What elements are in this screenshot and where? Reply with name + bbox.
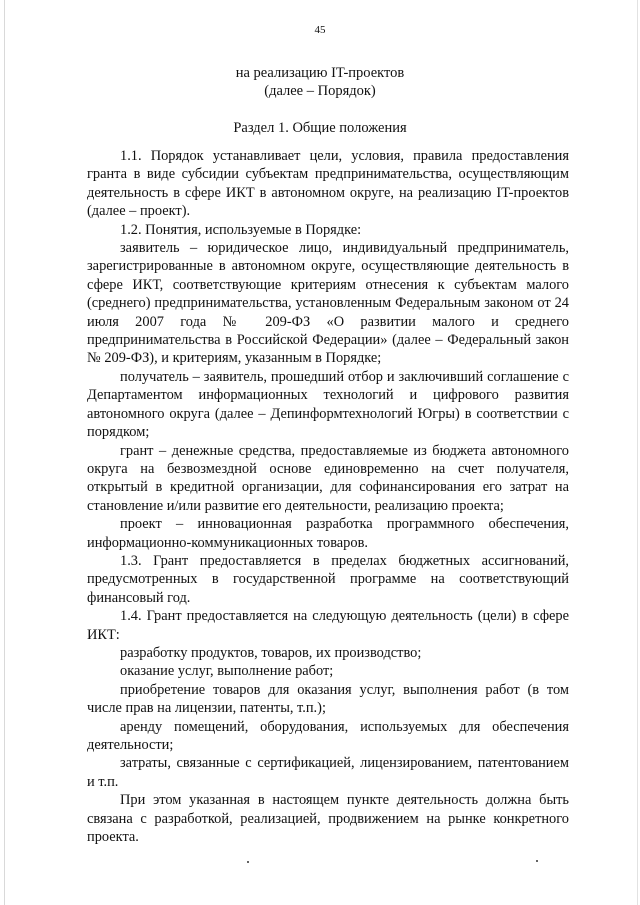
document-body xyxy=(87,147,569,846)
list-item-certification: затраты, связанные с сертификацией, лицензированием, патентованием и т.п. xyxy=(87,755,569,790)
definition-recipient: получатель – заявитель, прошедший отбор и заключивший соглашение с Департаментом информационных технологий и цифрового развития автономного округа (далее – Депинформтехнологий Югры) в соответствии с порядком; xyxy=(87,368,569,441)
heading-line-1: на реализацию IT-проектов xyxy=(235,65,405,81)
list-item-services: оказание услуг, выполнение работ; xyxy=(120,663,334,680)
list-item-rent: аренду помещений, оборудования, используемых для обеспечения деятельности; xyxy=(87,718,569,753)
section-title: Раздел 1. Общие положения xyxy=(233,120,407,136)
list-item-purchase: приобретение товаров для оказания услуг, выполнения работ (в том числе прав на лицензии, патенты, т.п.); xyxy=(87,681,569,717)
definition-grant: грант – денежные средства, предоставляемые из бюджета автономного округа на безвозмездной основе единовременно на счет получателя, открытый в кредитной организации, для софинансирования его затрат на становление и/или развитие его деятельности, реализацию проекта; xyxy=(87,442,569,514)
scan-speck xyxy=(247,861,249,863)
heading-line-2: (далее – Порядок) xyxy=(264,83,376,99)
page-number: 45 xyxy=(314,24,326,36)
paragraph-1-1: 1.1. Порядок устанавливает цели, условия, правила предоставления гранта в виде субсидии субъектам предпринимательства, осуществляющим деятельность в сфере ИКТ в автономном округе, на реализацию IT-проектов (далее – проект). xyxy=(87,148,569,220)
paragraph-1-2: 1.2. Понятия, используемые в Порядке: xyxy=(120,221,362,238)
list-item-development: разработку продуктов, товаров, их производство; xyxy=(120,644,422,661)
definition-project: проект – инновационная разработка программного обеспечения, информационно-коммуникационных товаров. xyxy=(87,516,569,551)
definition-applicant: заявитель – юридическое лицо, индивидуальный предприниматель, зарегистрированные в автономном округе, осуществляющие деятельность в сфере ИКТ, соответствующие критериям отнесения к субъектам малого (среднего) предпринимательства, установленным Федеральным законом от 24 июля 2007 года № 209-ФЗ «О развитии малого и среднего предпринимательства в Российской Федерации» (далее – Федеральный закон № 209-ФЗ), и критериям, указанным в Порядке; xyxy=(87,240,569,367)
paragraph-1-4: 1.4. Грант предоставляется на следующую деятельность (цели) в сфере ИКТ: xyxy=(87,608,569,643)
scan-speck xyxy=(536,860,538,862)
paragraph-closing: При этом указанная в настоящем пункте деятельность должна быть связана с разработкой, реализацией, продвижением на рынке конкретного проекта. xyxy=(87,792,569,846)
paragraph-1-3: 1.3. Грант предоставляется в пределах бюджетных ассигнований, предусмотренных в государственной программе на соответствующий финансовый год. xyxy=(87,552,569,606)
